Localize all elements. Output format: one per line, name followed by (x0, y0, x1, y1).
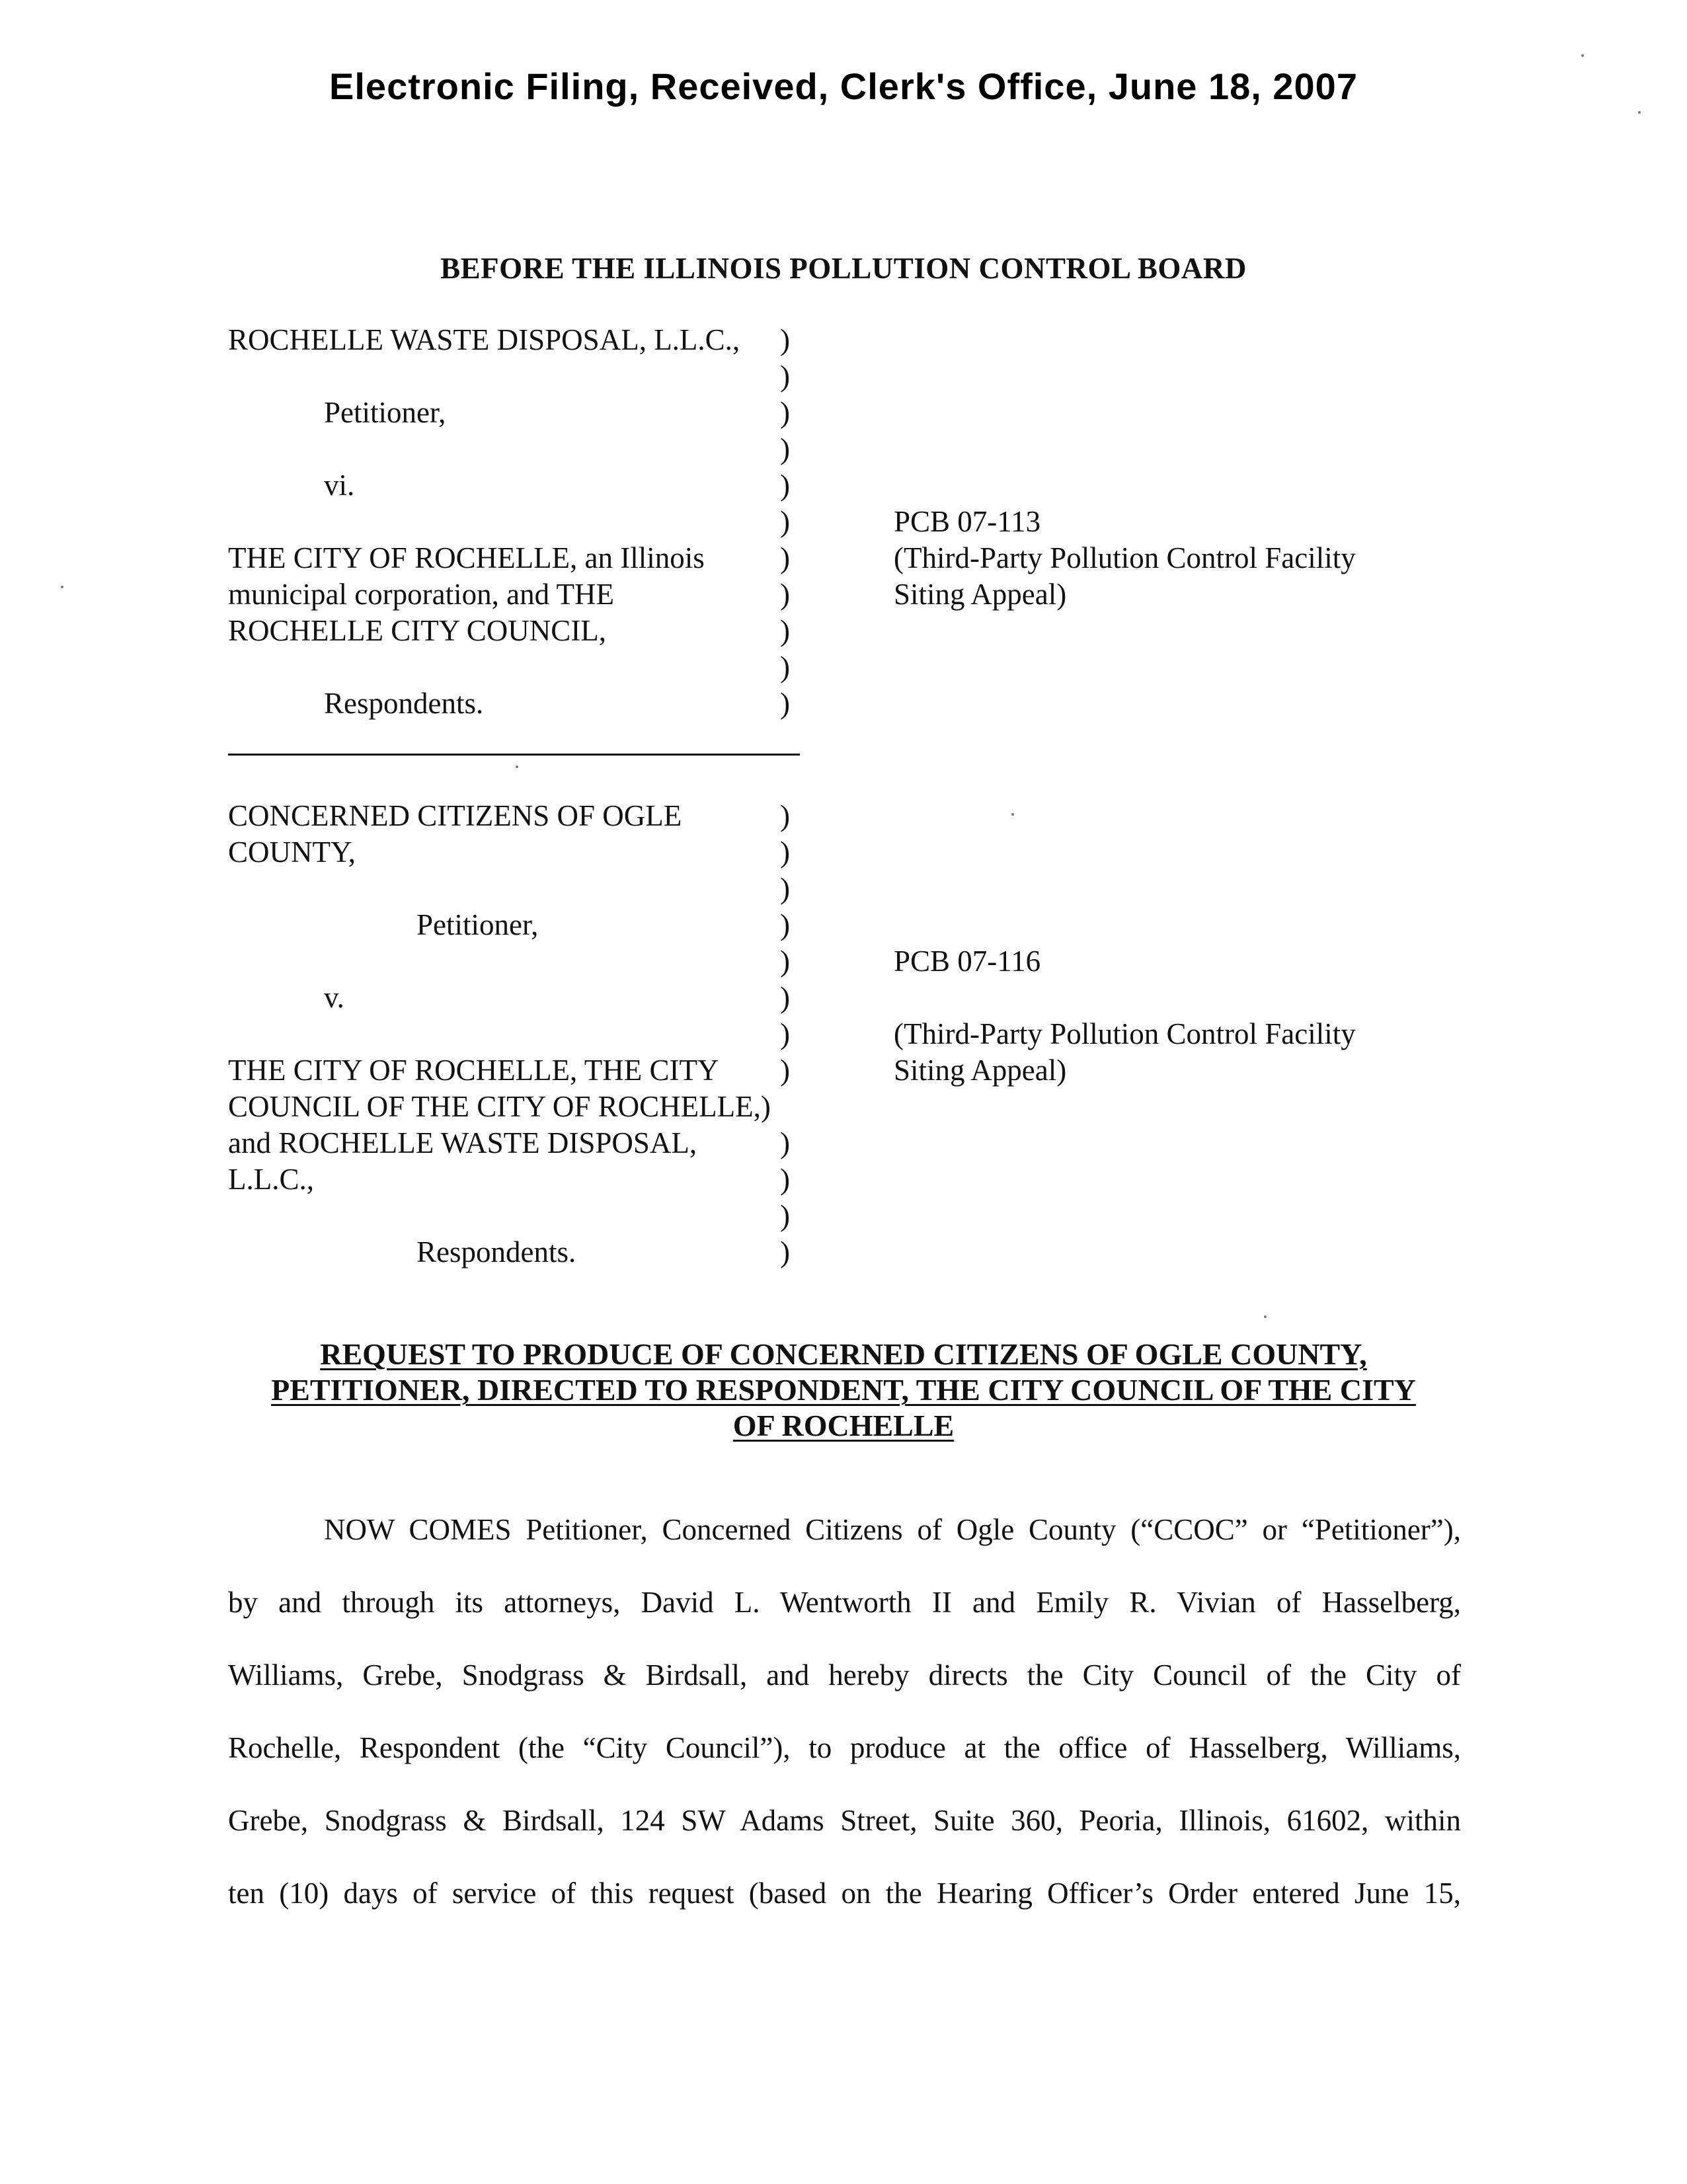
body-line: NOW COMES Petitioner, Concerned Citizens of Ogle County (“CCOC” or “Petitioner”), (324, 1513, 1461, 1546)
case2-type-line: (Third-Party Pollution Control Facility (894, 1017, 1356, 1050)
case2-respondent-line: L.L.C., (228, 1163, 314, 1196)
paren: ) (780, 396, 790, 429)
paren: ) (780, 541, 790, 574)
case1-respondent-line: municipal corporation, and THE (228, 578, 615, 611)
paren: ) (780, 469, 790, 502)
heading-line: OF ROCHELLE (732, 1409, 955, 1442)
case2-respondent-line: and ROCHELLE WASTE DISPOSAL, (228, 1126, 697, 1159)
body-line: Grebe, Snodgrass & Birdsall, 124 SW Adams Street, Suite 360, Peoria, Illinois, 61602, within (228, 1804, 1461, 1837)
paren: ) (780, 1054, 790, 1087)
body-paragraph (228, 1512, 1461, 1949)
case1-respondent-line: ROCHELLE CITY COUNCIL, (228, 614, 607, 647)
paren: ) (780, 432, 790, 465)
case2-paren-column-top (780, 798, 790, 1089)
case1-versus: vi. (324, 469, 355, 502)
document-heading (0, 1337, 1687, 1444)
paren: ) (780, 908, 790, 941)
case2-role1: Petitioner, (416, 908, 539, 941)
body-line: ten (10) days of service of this request (based on the Hearing Officer’s Order entered June 15, (228, 1877, 1461, 1910)
case1-type-line: Siting Appeal) (894, 578, 1067, 611)
board-title: BEFORE THE ILLINOIS POLLUTION CONTROL BOARD (440, 252, 1247, 285)
scan-speck (1264, 1315, 1267, 1318)
paren: ) (780, 1235, 790, 1268)
case2-paren-column-bottom (780, 1125, 790, 1270)
paren: ) (780, 687, 790, 720)
body-line: Williams, Grebe, Snodgrass & Birdsall, and hereby directs the City Council of the City of (228, 1658, 1461, 1692)
paren: ) (780, 872, 790, 905)
case1-role1: Petitioner, (324, 396, 446, 429)
paren: ) (780, 799, 790, 832)
scan-speck (516, 765, 518, 768)
paren: ) (780, 1126, 790, 1159)
filing-stamp: Electronic Filing, Received, Clerk's Office, June 18, 2007 (329, 65, 1358, 107)
case2-number: PCB 07-116 (894, 945, 1041, 978)
paren: ) (780, 614, 790, 647)
case1-role2: Respondents. (324, 687, 484, 720)
paren: ) (780, 981, 790, 1014)
case2-party-line: CONCERNED CITIZENS OF OGLE (228, 799, 682, 832)
case2-respondent-line: COUNCIL OF THE CITY OF ROCHELLE,) (228, 1090, 771, 1123)
scan-speck (1581, 54, 1584, 57)
case1-paren-column (780, 322, 790, 722)
heading-line: REQUEST TO PRODUCE OF CONCERNED CITIZENS OF OGLE COUNTY, (320, 1337, 1367, 1371)
paren: ) (780, 505, 790, 538)
case1-number: PCB 07-113 (894, 505, 1041, 538)
paren: ) (780, 578, 790, 611)
case1-respondent-line: THE CITY OF ROCHELLE, an Illinois (228, 541, 705, 574)
case2-role2: Respondents. (416, 1235, 576, 1268)
scan-speck (1638, 111, 1641, 114)
body-line: Rochelle, Respondent (the “City Council”), to produce at the office of Hasselberg, Williams, (228, 1731, 1461, 1764)
scan-speck (61, 586, 63, 588)
paren: ) (780, 650, 790, 683)
paren: ) (780, 323, 790, 356)
paren: ) (780, 360, 790, 393)
paren: ) (780, 1017, 790, 1050)
paren: ) (780, 1163, 790, 1196)
body-line: by and through its attorneys, David L. Wentworth II and Emily R. Vivian of Hasselberg, (228, 1586, 1461, 1619)
paren: ) (780, 1199, 790, 1232)
case1-party1: ROCHELLE WASTE DISPOSAL, L.L.C., (228, 323, 740, 356)
caption-divider (228, 754, 800, 756)
case2-respondent-line: THE CITY OF ROCHELLE, THE CITY (228, 1054, 719, 1087)
case2-party-line: COUNTY, (228, 836, 356, 869)
scan-speck (1011, 813, 1014, 816)
paren: ) (780, 945, 790, 978)
paren: ) (780, 836, 790, 869)
case2-versus: v. (324, 981, 344, 1014)
case2-type-line: Siting Appeal) (894, 1054, 1067, 1087)
heading-line: PETITIONER, DIRECTED TO RESPONDENT, THE CITY COUNCIL OF THE CITY (271, 1373, 1416, 1407)
case1-type-line: (Third-Party Pollution Control Facility (894, 541, 1356, 574)
